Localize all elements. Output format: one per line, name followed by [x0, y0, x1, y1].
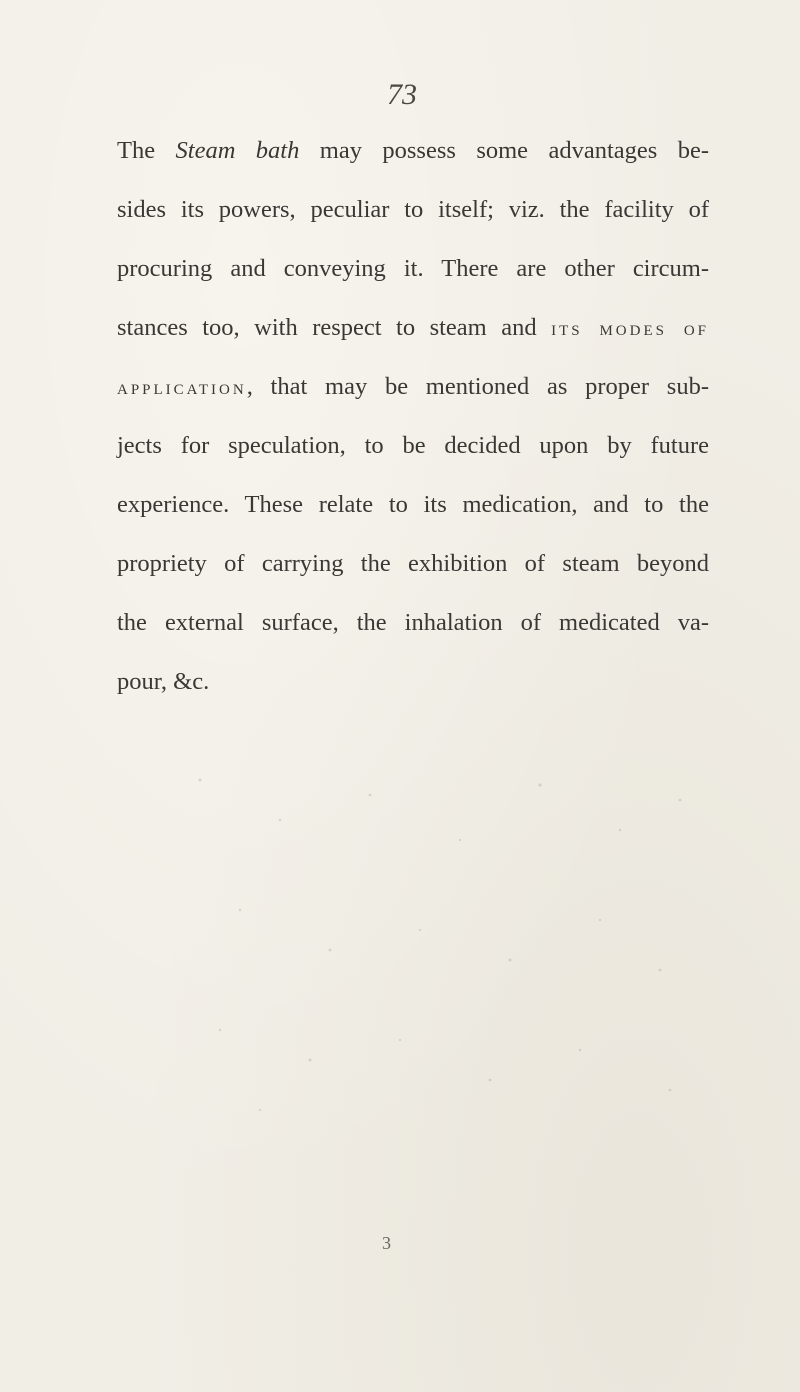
text-line: propriety of carrying the exhibition of steam beyond [117, 550, 709, 577]
emphasis-text: Steam bath [175, 137, 300, 164]
bleed-through-texture [160, 760, 720, 1140]
text-line [117, 298, 709, 357]
text-run: , that may be mentioned as proper sub- [246, 373, 709, 400]
text-run: stances too, with respect to steam and [117, 314, 552, 341]
text-line: sides its powers, peculiar to itself; viz. the facility of [117, 196, 709, 223]
text-line [117, 357, 709, 416]
text-line: pour, &c. [117, 668, 210, 695]
text-run: The [117, 137, 176, 164]
text-line: procuring and conveying it. There are other circum- [117, 255, 709, 282]
printer-signature-mark: 3 [382, 1233, 391, 1253]
text-line: jects for speculation, to be decided upon by future [117, 432, 709, 459]
text-line [117, 121, 709, 180]
text-run: may possess some advantages be- [299, 137, 710, 164]
text-line: experience. These relate to its medication, and to the [117, 491, 709, 518]
small-caps-text: application [117, 374, 247, 399]
small-caps-text: its modes of [551, 315, 709, 340]
paragraph [117, 121, 709, 711]
text-line: the external surface, the inhalation of medicated va- [117, 609, 709, 636]
page-number: 73 [387, 78, 417, 111]
